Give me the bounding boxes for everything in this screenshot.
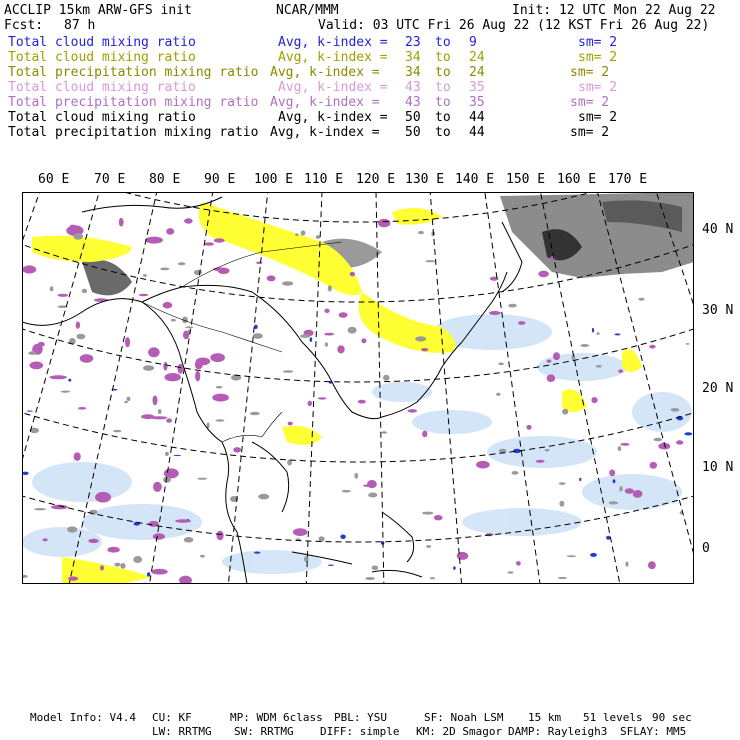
- legend-avg-label: Avg, k-index =: [278, 50, 388, 65]
- legend-k-to: to: [435, 110, 451, 125]
- latitude-label: 0: [702, 541, 710, 556]
- footer-item: 51 levels: [583, 711, 643, 724]
- legend-smoothing: sm= 2: [578, 110, 618, 125]
- longitude-label: 160 E: [557, 172, 597, 187]
- legend-row: [4, 110, 736, 125]
- longitude-label: 80 E: [149, 172, 181, 187]
- footer-item: 15 km: [528, 711, 562, 724]
- legend-field-name: Total cloud mixing ratio: [8, 80, 196, 95]
- footer-item: DAMP: Rayleigh3: [508, 725, 608, 738]
- legend-k-to: to: [435, 65, 451, 80]
- longitude-label: 60 E: [38, 172, 70, 187]
- footer-item: SF: Noah LSM: [424, 711, 504, 724]
- legend-k-start: 50: [405, 125, 421, 140]
- legend-k-end: 44: [469, 110, 485, 125]
- longitude-label: 100 E: [254, 172, 294, 187]
- legend-avg-label: Avg, k-index =: [270, 95, 380, 110]
- legend-field-name: Total precipitation mixing ratio: [8, 95, 259, 110]
- legend-smoothing: sm= 2: [578, 35, 618, 50]
- footer-item: LW: RRTMG: [152, 725, 212, 738]
- footer-item: KM: 2D Smagor: [416, 725, 503, 738]
- legend-avg-label: Avg, k-index =: [278, 35, 388, 50]
- init-time: Init: 12 UTC Mon 22 Aug 22: [512, 3, 716, 18]
- latitude-label: 40 N: [702, 222, 734, 237]
- legend-avg-label: Avg, k-index =: [278, 110, 388, 125]
- longitude-label: 90 E: [204, 172, 236, 187]
- legend-row: [4, 50, 736, 65]
- legend-k-end: 35: [469, 95, 485, 110]
- footer-item: SFLAY: MM5: [620, 725, 687, 738]
- org-label: NCAR/MMM: [276, 3, 339, 18]
- legend-field-name: Total cloud mixing ratio: [8, 35, 196, 50]
- legend-smoothing: sm= 2: [578, 50, 618, 65]
- legend-k-start: 50: [405, 110, 421, 125]
- latitude-label: 30 N: [702, 303, 734, 318]
- legend-row: [4, 35, 736, 50]
- footer-item: DIFF: simple: [320, 725, 400, 738]
- legend-row: [4, 80, 736, 95]
- fcst-value: 87 h: [64, 18, 96, 33]
- longitude-label: 110 E: [304, 172, 344, 187]
- longitude-label: 120 E: [356, 172, 396, 187]
- legend-field-name: Total precipitation mixing ratio: [8, 125, 259, 140]
- legend-smoothing: sm= 2: [570, 125, 610, 140]
- footer-item: SW: RRTMG: [234, 725, 294, 738]
- latitude-label: 20 N: [702, 381, 734, 396]
- legend-k-to: to: [435, 95, 451, 110]
- legend-k-end: 44: [469, 125, 485, 140]
- legend-k-start: 34: [405, 65, 421, 80]
- legend-row: [4, 125, 736, 140]
- valid-time: Valid: 03 UTC Fri 26 Aug 22 (12 KST Fri 26 Aug 22): [318, 18, 710, 33]
- legend-k-to: to: [435, 50, 451, 65]
- legend-smoothing: sm= 2: [570, 65, 610, 80]
- footer-item: 90 sec: [652, 711, 692, 724]
- legend-k-start: 34: [405, 50, 421, 65]
- fcst-label: Fcst:: [4, 18, 44, 33]
- footer-item: MP: WDM 6class: [230, 711, 323, 724]
- legend-k-start: 23: [405, 35, 421, 50]
- legend-smoothing: sm= 2: [570, 95, 610, 110]
- legend-k-start: 43: [405, 80, 421, 95]
- legend-avg-label: Avg, k-index =: [270, 125, 380, 140]
- plot-title: ACCLIP 15km ARW-GFS init: [4, 3, 192, 18]
- legend-field-name: Total cloud mixing ratio: [8, 110, 196, 125]
- legend-k-to: to: [435, 35, 451, 50]
- legend-row: [4, 65, 736, 80]
- legend-avg-label: Avg, k-index =: [278, 80, 388, 95]
- legend-k-end: 24: [469, 65, 485, 80]
- legend-k-start: 43: [405, 95, 421, 110]
- legend-k-end: 9: [469, 35, 477, 50]
- legend-k-to: to: [435, 125, 451, 140]
- forecast-map: [22, 192, 694, 584]
- legend-k-to: to: [435, 80, 451, 95]
- longitude-label: 170 E: [608, 172, 648, 187]
- longitude-label: 140 E: [455, 172, 495, 187]
- longitude-label: 130 E: [405, 172, 445, 187]
- legend-field-name: Total cloud mixing ratio: [8, 50, 196, 65]
- latitude-label: 10 N: [702, 460, 734, 475]
- legend-field-name: Total precipitation mixing ratio: [8, 65, 259, 80]
- footer-item: CU: KF: [152, 711, 192, 724]
- legend-avg-label: Avg, k-index =: [270, 65, 380, 80]
- longitude-label: 150 E: [506, 172, 546, 187]
- footer-item: PBL: YSU: [334, 711, 387, 724]
- footer-item: Model Info: V4.4: [30, 711, 136, 724]
- legend-k-end: 24: [469, 50, 485, 65]
- legend-row: [4, 95, 736, 110]
- longitude-label: 70 E: [94, 172, 126, 187]
- legend-smoothing: sm= 2: [578, 80, 618, 95]
- legend-k-end: 35: [469, 80, 485, 95]
